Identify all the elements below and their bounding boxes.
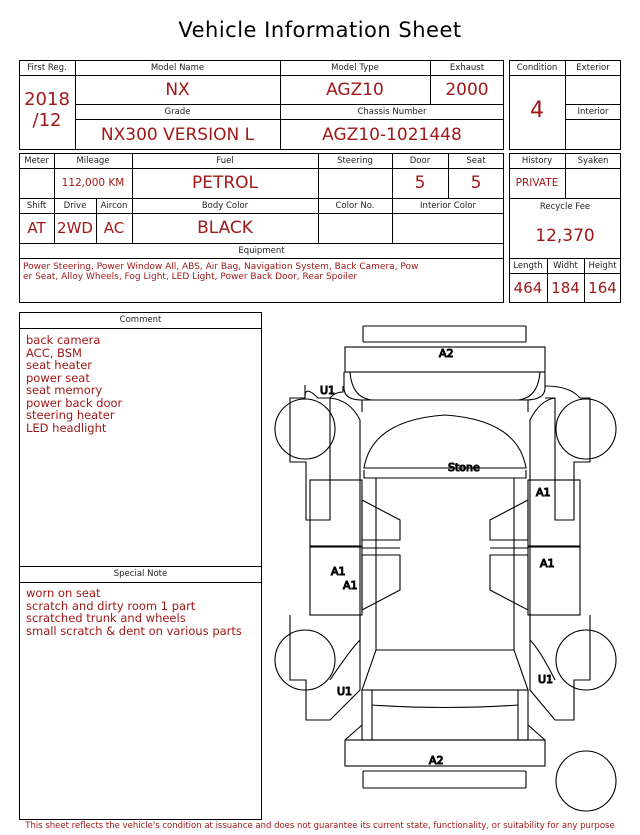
first-reg-year: 2018 — [24, 88, 70, 110]
seat: 5 — [470, 173, 482, 193]
exhaust: 2000 — [445, 79, 489, 100]
recycle-fee: 12,370 — [535, 226, 595, 246]
special-note-label: Special Note — [113, 569, 168, 579]
first-reg-label: First Reg. — [27, 62, 67, 73]
equipment-line-1: Power Steering, Power Window All, ABS, Air Bag, Navigation System, Back Camera, Pow — [23, 262, 419, 272]
fuel-label: Fuel — [216, 155, 234, 166]
drive: 2WD — [57, 219, 93, 237]
aircon: AC — [103, 219, 125, 237]
tailgate — [362, 690, 528, 740]
rear-bumper-bar — [363, 771, 526, 788]
height: 164 — [588, 279, 617, 297]
body-color: BLACK — [197, 218, 253, 238]
interior-label: Interior — [577, 106, 609, 117]
special-note-line: small scratch & dent on various parts — [26, 623, 242, 638]
mileage: 112,000 KM — [61, 177, 125, 189]
height-label: Height — [588, 260, 617, 271]
mark-left-rear-door-b: A1 — [343, 579, 358, 592]
spare-wheel — [556, 751, 616, 811]
rear-bumper — [345, 740, 545, 766]
sheet-title: Vehicle Information Sheet — [178, 18, 462, 42]
comment-label: Comment — [119, 315, 162, 325]
width-label: Widht — [553, 260, 578, 271]
special-note-line: scratch and dirty room 1 part — [26, 598, 196, 613]
comment-line: power back door — [26, 395, 123, 410]
shift-label: Shift — [26, 200, 47, 211]
comment-line: LED headlight — [26, 420, 107, 435]
equipment-label: Equipment — [238, 245, 285, 256]
model-name: NX — [165, 79, 190, 100]
chassis-label: Chassis Number — [357, 106, 427, 117]
mark-left-rear-quarter: U1 — [337, 685, 353, 698]
comment-line: ACC, BSM — [26, 345, 82, 360]
comment-line: steering heater — [26, 408, 115, 422]
mark-windshield: Stone — [448, 461, 480, 474]
chassis-number: AGZ10-1021448 — [322, 124, 462, 145]
mark-right-rear-door: A1 — [540, 557, 555, 570]
steering-label: Steering — [337, 155, 373, 166]
mark-front-left-fender: U1 — [320, 384, 336, 397]
mark-rear-bumper: A2 — [429, 754, 444, 767]
aircon-label: Aircon — [100, 200, 128, 211]
front-left-wheel — [275, 399, 335, 459]
meter-label: Meter — [24, 155, 49, 166]
fuel: PETROL — [191, 173, 259, 193]
model-type-label: Model Type — [331, 62, 379, 73]
first-reg-month: /12 — [32, 109, 62, 131]
comment-line: seat memory — [26, 383, 103, 397]
comment-line: seat heater — [26, 358, 93, 372]
left-front-door — [310, 480, 362, 546]
shift: AT — [27, 219, 46, 237]
door: 5 — [414, 173, 426, 193]
door-label: Door — [409, 155, 431, 166]
model-type: AGZ10 — [326, 79, 384, 100]
grade: NX300 VERSION L — [100, 124, 255, 145]
exhaust-label: Exhaust — [449, 62, 485, 73]
grade-label: Grade — [164, 106, 191, 117]
length-label: Length — [513, 260, 543, 271]
mark-right-rear-quarter: U1 — [538, 673, 554, 686]
width: 184 — [551, 279, 580, 297]
interior-color-label: Interior Color — [420, 200, 476, 211]
special-note-line: worn on seat — [26, 586, 101, 600]
history: PRIVATE — [515, 177, 559, 189]
length: 464 — [513, 279, 543, 297]
seat-label: Seat — [466, 155, 486, 166]
rear-right-wheel — [556, 630, 616, 690]
windshield — [364, 415, 526, 468]
comment-line: power seat — [26, 370, 90, 385]
disclaimer-footer: This sheet reflects the vehicle's condition at issuance and does not guarantee its current state, functionality, or suitability for any purpose — [25, 821, 615, 831]
mark-front-bumper: A2 — [439, 347, 454, 360]
mileage-label: Mileage — [76, 155, 110, 166]
rear-left-wheel — [275, 630, 335, 690]
exterior-label: Exterior — [576, 62, 610, 73]
color-no-label: Color No. — [335, 200, 375, 211]
front-bumper-bar — [363, 326, 526, 342]
comment-line: back camera — [26, 333, 101, 347]
recycle-fee-label: Recycle Fee — [539, 202, 591, 212]
body-color-label: Body Color — [201, 200, 249, 211]
drive-label: Drive — [63, 200, 87, 211]
rear-window — [362, 650, 528, 690]
equipment-line-2: er Seat, Alloy Wheels, Fog Light, LED Light, Power Back Door, Rear Spoiler — [23, 272, 358, 282]
condition-value: 4 — [530, 97, 544, 123]
hood — [344, 372, 545, 400]
special-note-line: scratched trunk and wheels — [26, 611, 186, 625]
mark-right-front-door: A1 — [536, 486, 551, 499]
front-right-wheel — [556, 399, 616, 459]
history-label: History — [521, 155, 553, 166]
condition-label: Condition — [516, 62, 558, 73]
model-name-label: Model Name — [150, 62, 205, 73]
syaken-label: Syaken — [577, 155, 609, 166]
mark-left-rear-door-a: A1 — [331, 565, 346, 578]
